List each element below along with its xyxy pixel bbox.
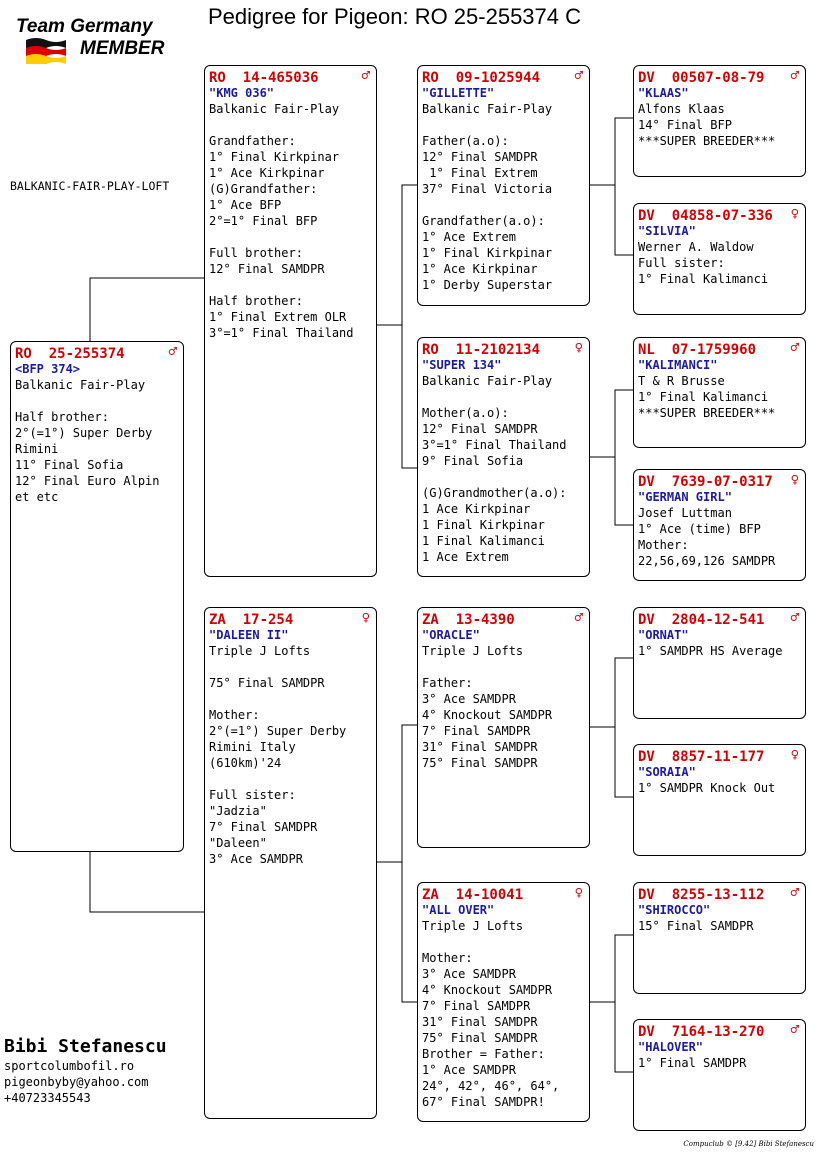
male-sex-icon: ♂ bbox=[574, 68, 583, 84]
note-line: 1° Final Kalimanci bbox=[638, 272, 769, 286]
pigeon-name: "HALOVER" bbox=[638, 1040, 704, 1054]
note-line: 75° Final SAMDPR bbox=[422, 756, 538, 770]
pigeon-notes bbox=[638, 373, 805, 421]
note-line: Full sister: bbox=[209, 788, 296, 802]
note-line bbox=[209, 117, 376, 133]
note-line: 9° Final Sofia bbox=[422, 454, 524, 468]
ring-number: DV 00507-08-79 bbox=[638, 70, 765, 86]
note-line: Mother: bbox=[422, 951, 473, 965]
pigeon-name: "KALIMANCI" bbox=[638, 358, 718, 372]
note-line: 12° Final SAMDPR bbox=[422, 150, 538, 164]
note-line: 3° Ace SAMDPR bbox=[209, 852, 303, 866]
note-line: Half brother: bbox=[15, 410, 109, 424]
owner-email: pigeonbyby@yahoo.com bbox=[4, 1075, 149, 1089]
note-line bbox=[209, 691, 376, 707]
note-line: 1° SAMDPR HS Average bbox=[638, 644, 783, 658]
note-line: (G)Grandmother(a.o): bbox=[422, 486, 567, 500]
ring-number: DV 8857-11-177 bbox=[638, 749, 765, 765]
note-line: 67° Final SAMDPR! bbox=[422, 1095, 545, 1109]
pigeon-name: "GERMAN GIRL" bbox=[638, 490, 732, 504]
note-line: T & R Brusse bbox=[638, 374, 725, 388]
male-sex-icon: ♂ bbox=[168, 344, 177, 360]
note-line: 1° Ace SAMDPR bbox=[422, 1063, 516, 1077]
note-line: Father: bbox=[422, 676, 473, 690]
pigeon-notes bbox=[638, 918, 805, 934]
male-sex-icon: ♂ bbox=[790, 340, 799, 356]
connector-gen2-bottom bbox=[376, 725, 417, 1002]
owner-phone: +40723345543 bbox=[4, 1091, 91, 1105]
note-line: 14° Final BFP bbox=[638, 118, 732, 132]
pigeon-notes bbox=[15, 377, 183, 505]
pigeon-notes bbox=[638, 1055, 805, 1071]
note-line: 1° Final Kirkpinar bbox=[422, 246, 553, 260]
pigeon-card-ggf-2 bbox=[633, 337, 806, 448]
note-line: 3°=1° Final Thailand bbox=[422, 438, 567, 452]
note-line: Rimini bbox=[15, 442, 59, 456]
note-line: 12° Final SAMDPR bbox=[422, 422, 538, 436]
pigeon-card-subject bbox=[10, 341, 184, 852]
note-line bbox=[209, 277, 376, 293]
note-line: 75° Final SAMDPR bbox=[422, 1031, 538, 1045]
note-line bbox=[422, 117, 589, 133]
note-line: Alfons Klaas bbox=[638, 102, 725, 116]
note-line: (G)Grandfather: bbox=[209, 182, 318, 196]
female-sex-icon: ♀ bbox=[790, 472, 799, 488]
female-sex-icon: ♀ bbox=[790, 206, 799, 222]
note-line: Father(a.o): bbox=[422, 134, 509, 148]
note-line: Triple J Lofts bbox=[422, 644, 524, 658]
female-sex-icon: ♀ bbox=[790, 747, 799, 763]
pigeon-card-maternal-grandfather bbox=[417, 607, 590, 848]
pigeon-notes bbox=[422, 918, 589, 1110]
note-line: 24°, 42°, 46°, 64°, bbox=[422, 1079, 560, 1093]
pigeon-name: "GILLETTE" bbox=[422, 86, 495, 100]
note-line bbox=[209, 229, 376, 245]
note-line: 12° Final SAMDPR bbox=[209, 262, 325, 276]
note-line: 1° Final Extrem bbox=[422, 166, 538, 180]
note-line: 3°=1° Final Thailand bbox=[209, 326, 354, 340]
note-line: Josef Luttman bbox=[638, 506, 732, 520]
note-line: Brother = Father: bbox=[422, 1047, 545, 1061]
pigeon-name: "SORAIA" bbox=[638, 765, 696, 779]
ring-number: DV 7164-13-270 bbox=[638, 1024, 765, 1040]
note-line: Mother: bbox=[209, 708, 260, 722]
note-line: 1 Ace Kirkpinar bbox=[422, 502, 531, 516]
pigeon-card-paternal-grandmother bbox=[417, 337, 590, 577]
note-line: 3° Ace SAMDPR bbox=[422, 692, 516, 706]
note-line bbox=[422, 934, 589, 950]
pigeon-card-ggm-4 bbox=[633, 1019, 806, 1131]
note-line: 1° Ace Extrem bbox=[422, 230, 516, 244]
note-line: et etc bbox=[15, 490, 59, 504]
note-line: 37° Final Victoria bbox=[422, 182, 553, 196]
note-line: 3° Ace SAMDPR bbox=[422, 967, 516, 981]
pigeon-notes bbox=[638, 643, 805, 659]
note-line: 1 Ace Extrem bbox=[422, 550, 509, 564]
pigeon-card-ggm-3 bbox=[633, 744, 806, 856]
note-line bbox=[422, 197, 589, 213]
male-sex-icon: ♂ bbox=[790, 885, 799, 901]
pigeon-name: "SUPER 134" bbox=[422, 358, 502, 372]
pigeon-name: "SHIROCCO" bbox=[638, 903, 711, 917]
pigeon-card-ggf-4 bbox=[633, 882, 806, 994]
note-line: Grandfather: bbox=[209, 134, 296, 148]
ring-number: DV 7639-07-0317 bbox=[638, 474, 773, 490]
note-line: Balkanic Fair-Play bbox=[422, 102, 553, 116]
owner-website: sportcolumbofil.ro bbox=[4, 1059, 135, 1073]
ring-number: RO 14-465036 bbox=[209, 70, 319, 86]
connector-gen3-4 bbox=[589, 935, 633, 1072]
note-line: Mother: bbox=[638, 538, 689, 552]
note-line: Full sister: bbox=[638, 256, 725, 270]
note-line: 1 Final Kalimanci bbox=[422, 534, 545, 548]
pigeon-card-maternal-grandmother bbox=[417, 882, 590, 1122]
pigeon-notes bbox=[638, 780, 805, 796]
ring-number: ZA 14-10041 bbox=[422, 887, 524, 903]
male-sex-icon: ♂ bbox=[790, 68, 799, 84]
note-line: 31° Final SAMDPR bbox=[422, 1015, 538, 1029]
ring-number: ZA 13-4390 bbox=[422, 612, 515, 628]
note-line: 12° Final Euro Alpin bbox=[15, 474, 160, 488]
pigeon-name: <BFP 374> bbox=[15, 362, 81, 376]
connector-gen3-1 bbox=[589, 118, 633, 255]
note-line: Balkanic Fair-Play bbox=[15, 378, 146, 392]
male-sex-icon: ♂ bbox=[361, 68, 370, 84]
ring-number: DV 04858-07-336 bbox=[638, 208, 773, 224]
note-line: 1° Final Extrem OLR bbox=[209, 310, 347, 324]
pigeon-card-paternal-grandfather bbox=[417, 65, 590, 306]
connector-gen2-top bbox=[376, 185, 417, 468]
note-line: 1 Final Kirkpinar bbox=[422, 518, 545, 532]
software-footer: Compuclub © [9.42] Bibi Stefanescu bbox=[683, 1140, 814, 1148]
note-line bbox=[422, 659, 589, 675]
logo-line-2: MEMBER bbox=[80, 38, 165, 59]
note-line bbox=[422, 469, 589, 485]
note-line: 1° Derby Superstar bbox=[422, 278, 553, 292]
female-sex-icon: ♀ bbox=[574, 885, 583, 901]
owner-name: Bibi Stefanescu bbox=[4, 1036, 167, 1057]
pigeon-notes bbox=[638, 101, 805, 149]
ring-number: ZA 17-254 bbox=[209, 612, 294, 628]
pigeon-card-ggf-3 bbox=[633, 607, 806, 719]
note-line: Balkanic Fair-Play bbox=[209, 102, 340, 116]
male-sex-icon: ♂ bbox=[790, 1022, 799, 1038]
note-line: "Daleen" bbox=[209, 836, 267, 850]
pigeon-name: "KLAAS" bbox=[638, 86, 689, 100]
note-line: 1° Ace Kirkpinar bbox=[209, 166, 325, 180]
pigeon-card-mother bbox=[204, 607, 377, 1119]
note-line: 7° Final SAMDPR bbox=[209, 820, 318, 834]
note-line: 2°(=1°) Super Derby bbox=[209, 724, 347, 738]
note-line bbox=[15, 393, 183, 409]
note-line: Half brother: bbox=[209, 294, 303, 308]
pigeon-notes bbox=[638, 239, 805, 287]
note-line: Full brother: bbox=[209, 246, 303, 260]
pigeon-notes bbox=[422, 643, 589, 771]
note-line bbox=[209, 659, 376, 675]
note-line: 7° Final SAMDPR bbox=[422, 999, 531, 1013]
pigeon-name: "SILVIA" bbox=[638, 224, 696, 238]
note-line bbox=[209, 771, 376, 787]
female-sex-icon: ♀ bbox=[574, 340, 583, 356]
owner-info bbox=[4, 1036, 167, 1106]
note-line: Triple J Lofts bbox=[422, 919, 524, 933]
pigeon-notes bbox=[422, 101, 589, 293]
note-line: 31° Final SAMDPR bbox=[422, 740, 538, 754]
pigeon-card-ggm-1 bbox=[633, 203, 806, 315]
connector-gen3-3 bbox=[589, 658, 633, 797]
note-line: 2°(=1°) Super Derby bbox=[15, 426, 153, 440]
note-line: 1° Ace (time) BFP bbox=[638, 522, 761, 536]
note-line: 1° Final Kalimanci bbox=[638, 390, 769, 404]
ring-number: RO 25-255374 bbox=[15, 346, 125, 362]
pigeon-card-ggm-2 bbox=[633, 469, 806, 581]
male-sex-icon: ♂ bbox=[574, 610, 583, 626]
note-line: Balkanic Fair-Play bbox=[422, 374, 553, 388]
note-line: ***SUPER BREEDER*** bbox=[638, 406, 776, 420]
note-line: Mother(a.o): bbox=[422, 406, 509, 420]
note-line: 1° Final Kirkpinar bbox=[209, 150, 340, 164]
note-line: 2°=1° Final BFP bbox=[209, 214, 318, 228]
note-line: 7° Final SAMDPR bbox=[422, 724, 531, 738]
note-line: "Jadzia" bbox=[209, 804, 267, 818]
pigeon-card-ggf-1 bbox=[633, 65, 806, 177]
note-line: 15° Final SAMDPR bbox=[638, 919, 754, 933]
female-sex-icon: ♀ bbox=[361, 610, 370, 626]
note-line: 1° SAMDPR Knock Out bbox=[638, 781, 776, 795]
note-line: Triple J Lofts bbox=[209, 644, 311, 658]
ring-number: DV 8255-13-112 bbox=[638, 887, 765, 903]
note-line: 4° Knockout SAMDPR bbox=[422, 983, 553, 997]
note-line: 11° Final Sofia bbox=[15, 458, 124, 472]
note-line: 75° Final SAMDPR bbox=[209, 676, 325, 690]
note-line: 22,56,69,126 SAMDPR bbox=[638, 554, 776, 568]
note-line: 1° Ace Kirkpinar bbox=[422, 262, 538, 276]
connector-gen3-2 bbox=[589, 390, 633, 525]
note-line: Rimini Italy bbox=[209, 740, 296, 754]
note-line bbox=[422, 389, 589, 405]
pigeon-name: "DALEEN II" bbox=[209, 628, 289, 642]
loft-name: BALKANIC-FAIR-PLAY-LOFT bbox=[10, 179, 170, 193]
pigeon-notes bbox=[422, 373, 589, 565]
ring-number: RO 11-2102134 bbox=[422, 342, 541, 358]
note-line: 4° Knockout SAMDPR bbox=[422, 708, 553, 722]
note-line: ***SUPER BREEDER*** bbox=[638, 134, 776, 148]
pigeon-name: "ALL OVER" bbox=[422, 903, 495, 917]
pigeon-card-father bbox=[204, 65, 377, 577]
pigeon-notes bbox=[209, 643, 376, 867]
note-line: Werner A. Waldow bbox=[638, 240, 754, 254]
pigeon-notes bbox=[638, 505, 805, 569]
ring-number: DV 2804-12-541 bbox=[638, 612, 765, 628]
ring-number: NL 07-1759960 bbox=[638, 342, 757, 358]
pigeon-notes bbox=[209, 101, 376, 341]
male-sex-icon: ♂ bbox=[790, 610, 799, 626]
pigeon-name: "KMG 036" bbox=[209, 86, 275, 100]
note-line: 1° Final SAMDPR bbox=[638, 1056, 747, 1070]
pigeon-name: "ORNAT" bbox=[638, 628, 689, 642]
note-line: 1° Ace BFP bbox=[209, 198, 282, 212]
note-line: Grandfather(a.o): bbox=[422, 214, 545, 228]
note-line: (610km)'24 bbox=[209, 756, 282, 770]
logo-line-1: Team Germany bbox=[16, 16, 153, 37]
ring-number: RO 09-1025944 bbox=[422, 70, 541, 86]
pigeon-name: "ORACLE" bbox=[422, 628, 480, 642]
page-title: Pedigree for Pigeon: RO 25-255374 C bbox=[208, 4, 582, 29]
